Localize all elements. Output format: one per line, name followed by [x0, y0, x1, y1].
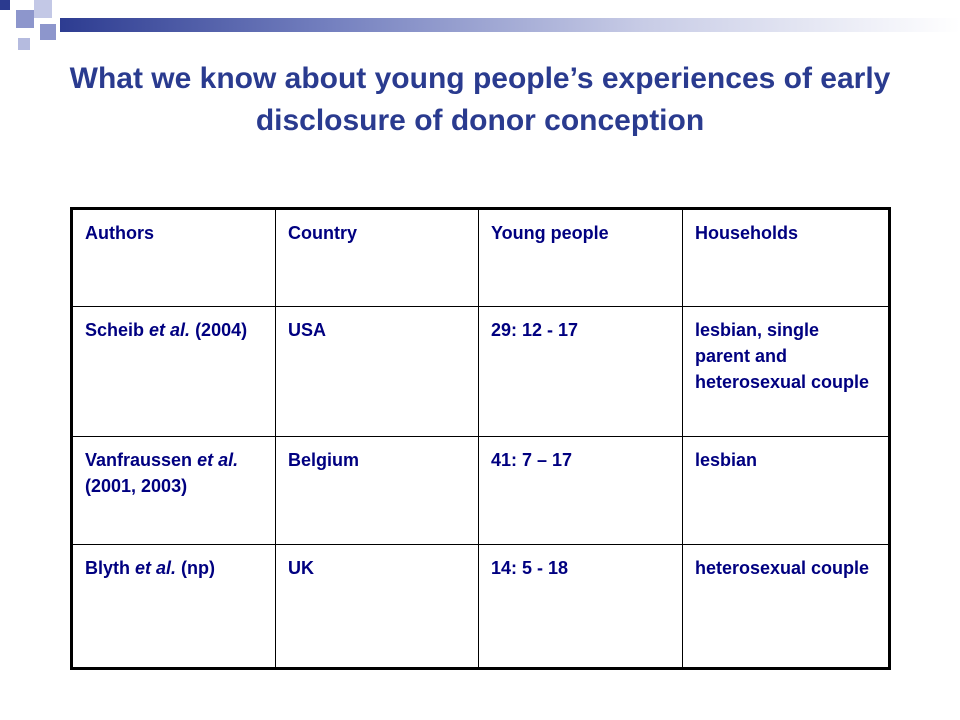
- cell-young-people: 41: 7 – 17: [479, 437, 683, 545]
- decorative-square: [18, 38, 30, 50]
- title-rule: [60, 18, 960, 32]
- header-authors: Authors: [72, 209, 276, 307]
- table-row: [72, 307, 890, 437]
- decorative-square: [0, 0, 10, 10]
- header-young-people: Young people: [479, 209, 683, 307]
- cell-authors: Vanfraussen et al. (2001, 2003): [72, 437, 276, 545]
- cell-country: Belgium: [276, 437, 479, 545]
- cell-country: USA: [276, 307, 479, 437]
- table-row: [72, 545, 890, 669]
- decorative-square: [40, 24, 56, 40]
- studies-table: [70, 207, 891, 670]
- cell-young-people: 14: 5 - 18: [479, 545, 683, 669]
- cell-households: lesbian, single parent and heterosexual couple: [683, 307, 890, 437]
- decorative-square: [34, 0, 52, 18]
- slide-title: What we know about young people’s experiences of early disclosure of donor conception: [69, 62, 891, 137]
- cell-country: UK: [276, 545, 479, 669]
- cell-households: heterosexual couple: [683, 545, 890, 669]
- cell-young-people: 29: 12 - 17: [479, 307, 683, 437]
- decorative-square: [16, 10, 34, 28]
- cell-authors: Blyth et al. (np): [72, 545, 276, 669]
- cell-authors: Scheib et al. (2004): [72, 307, 276, 437]
- table-header-row: [72, 209, 890, 307]
- header-country: Country: [276, 209, 479, 307]
- table-row: [72, 437, 890, 545]
- header-households: Households: [683, 209, 890, 307]
- cell-households: lesbian: [683, 437, 890, 545]
